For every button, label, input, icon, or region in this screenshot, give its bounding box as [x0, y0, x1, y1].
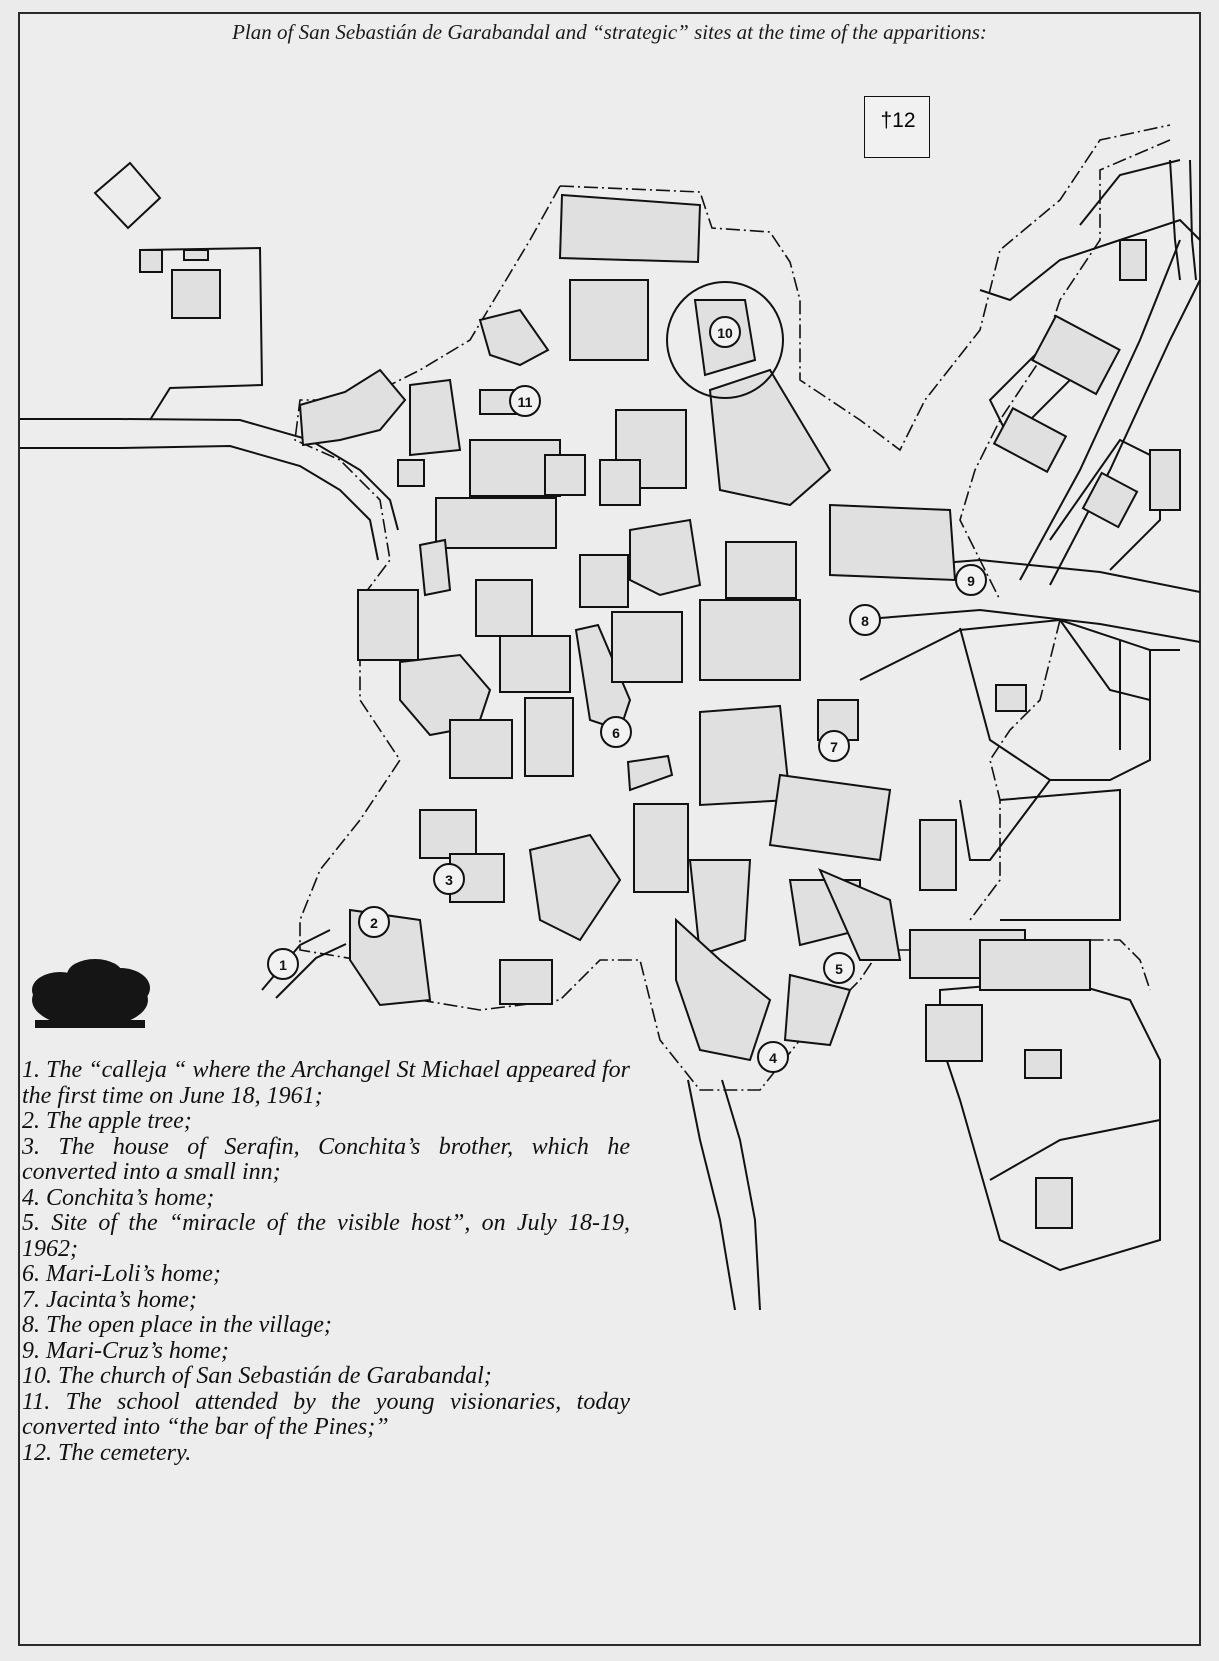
legend-item-7: 7. Jacinta’s home; — [22, 1286, 197, 1313]
building — [172, 270, 220, 318]
marker-5 — [824, 953, 854, 983]
marker-7 — [819, 731, 849, 761]
marker-label: 10 — [717, 325, 733, 341]
marker-10 — [710, 317, 740, 347]
legend-item-2: 2. The apple tree; — [22, 1108, 192, 1134]
building — [785, 975, 850, 1045]
marker-label: 9 — [967, 573, 975, 589]
building — [525, 698, 573, 776]
marker-9 — [956, 565, 986, 595]
road-north-path-2 — [1190, 160, 1196, 280]
building — [920, 820, 956, 890]
building — [1150, 450, 1180, 510]
marker-11 — [510, 386, 540, 416]
marker-label: 3 — [445, 872, 453, 888]
building — [500, 636, 570, 692]
legend-item-8: 8. The open place in the village; — [22, 1312, 332, 1338]
building — [994, 408, 1066, 471]
cemetery-label: †12 — [880, 109, 916, 132]
road-northeast-1 — [1020, 240, 1180, 580]
building — [420, 540, 450, 595]
building — [634, 804, 688, 892]
marker-4 — [758, 1042, 788, 1072]
building — [630, 520, 700, 595]
legend-item-3: 3. The house of Serafin, Conchita’s brother, which he converted into a small inn; — [22, 1133, 630, 1185]
building — [710, 370, 830, 505]
legend — [22, 1058, 630, 1466]
building — [476, 580, 532, 636]
marker-label: 11 — [517, 394, 533, 410]
building — [545, 455, 585, 495]
marker-8 — [850, 605, 880, 635]
legend-item-4: 4. Conchita’s home; — [22, 1184, 215, 1211]
building — [358, 590, 418, 660]
legend-item-9: 9. Mari-Cruz’s home; — [22, 1337, 229, 1364]
building — [300, 370, 405, 445]
building — [600, 460, 640, 505]
building — [700, 600, 800, 680]
cemetery-marker — [864, 96, 930, 158]
road-east-lower — [880, 610, 1200, 642]
legend-item-5: 5. Site of the “miracle of the visible host”, on July 18-19, 1962; — [22, 1210, 630, 1262]
legend-item-6: 6. Mari-Loli’s home; — [22, 1261, 221, 1287]
marker-2 — [359, 907, 389, 937]
building — [410, 380, 460, 455]
marker-1 — [268, 949, 298, 979]
legend-item-11: 11. The school attended by the young visionaries, today converted into “the bar of the Pines;” — [22, 1388, 630, 1440]
legend-item-12: 12. The cemetery. — [22, 1439, 192, 1466]
building — [926, 1005, 982, 1061]
marker-label: 5 — [835, 961, 843, 977]
building — [500, 960, 552, 1004]
map-title: Plan of San Sebastián de Garabandal and “strategic” sites at the time of the apparitions: — [232, 20, 987, 44]
building — [830, 505, 955, 580]
building — [570, 280, 648, 360]
marker-label: 8 — [861, 613, 869, 629]
legend-item-1: 1. The “calleja “ where the Archangel St Michael appeared for the first time on June 18, 1961; — [22, 1057, 630, 1109]
building — [560, 195, 700, 262]
marker-label: 1 — [279, 957, 287, 973]
building — [580, 555, 628, 607]
building — [1036, 1178, 1072, 1228]
building — [480, 310, 548, 365]
tree-icon — [32, 959, 150, 1028]
marker-3 — [434, 864, 464, 894]
building — [612, 612, 682, 682]
marker-label: 6 — [612, 725, 620, 741]
marker-label: 2 — [370, 915, 378, 931]
building — [628, 756, 672, 790]
building — [996, 685, 1026, 711]
building — [726, 542, 796, 598]
building — [1025, 1050, 1061, 1078]
building — [1032, 316, 1119, 394]
building — [436, 498, 556, 548]
building — [184, 250, 208, 260]
building — [700, 706, 790, 805]
road-west-lower — [20, 446, 378, 560]
building — [420, 810, 476, 858]
building — [450, 720, 512, 778]
road-south-1 — [688, 1080, 735, 1310]
building — [770, 775, 890, 860]
marker-label: 7 — [830, 739, 838, 755]
road-south-2 — [722, 1080, 760, 1310]
building — [530, 835, 620, 940]
building — [140, 250, 162, 272]
building — [980, 940, 1090, 990]
marker-label: 4 — [769, 1050, 777, 1066]
building — [1120, 240, 1146, 280]
building — [398, 460, 424, 486]
legend-item-10: 10. The church of San Sebastián de Garabandal; — [22, 1363, 492, 1389]
marker-6 — [601, 717, 631, 747]
